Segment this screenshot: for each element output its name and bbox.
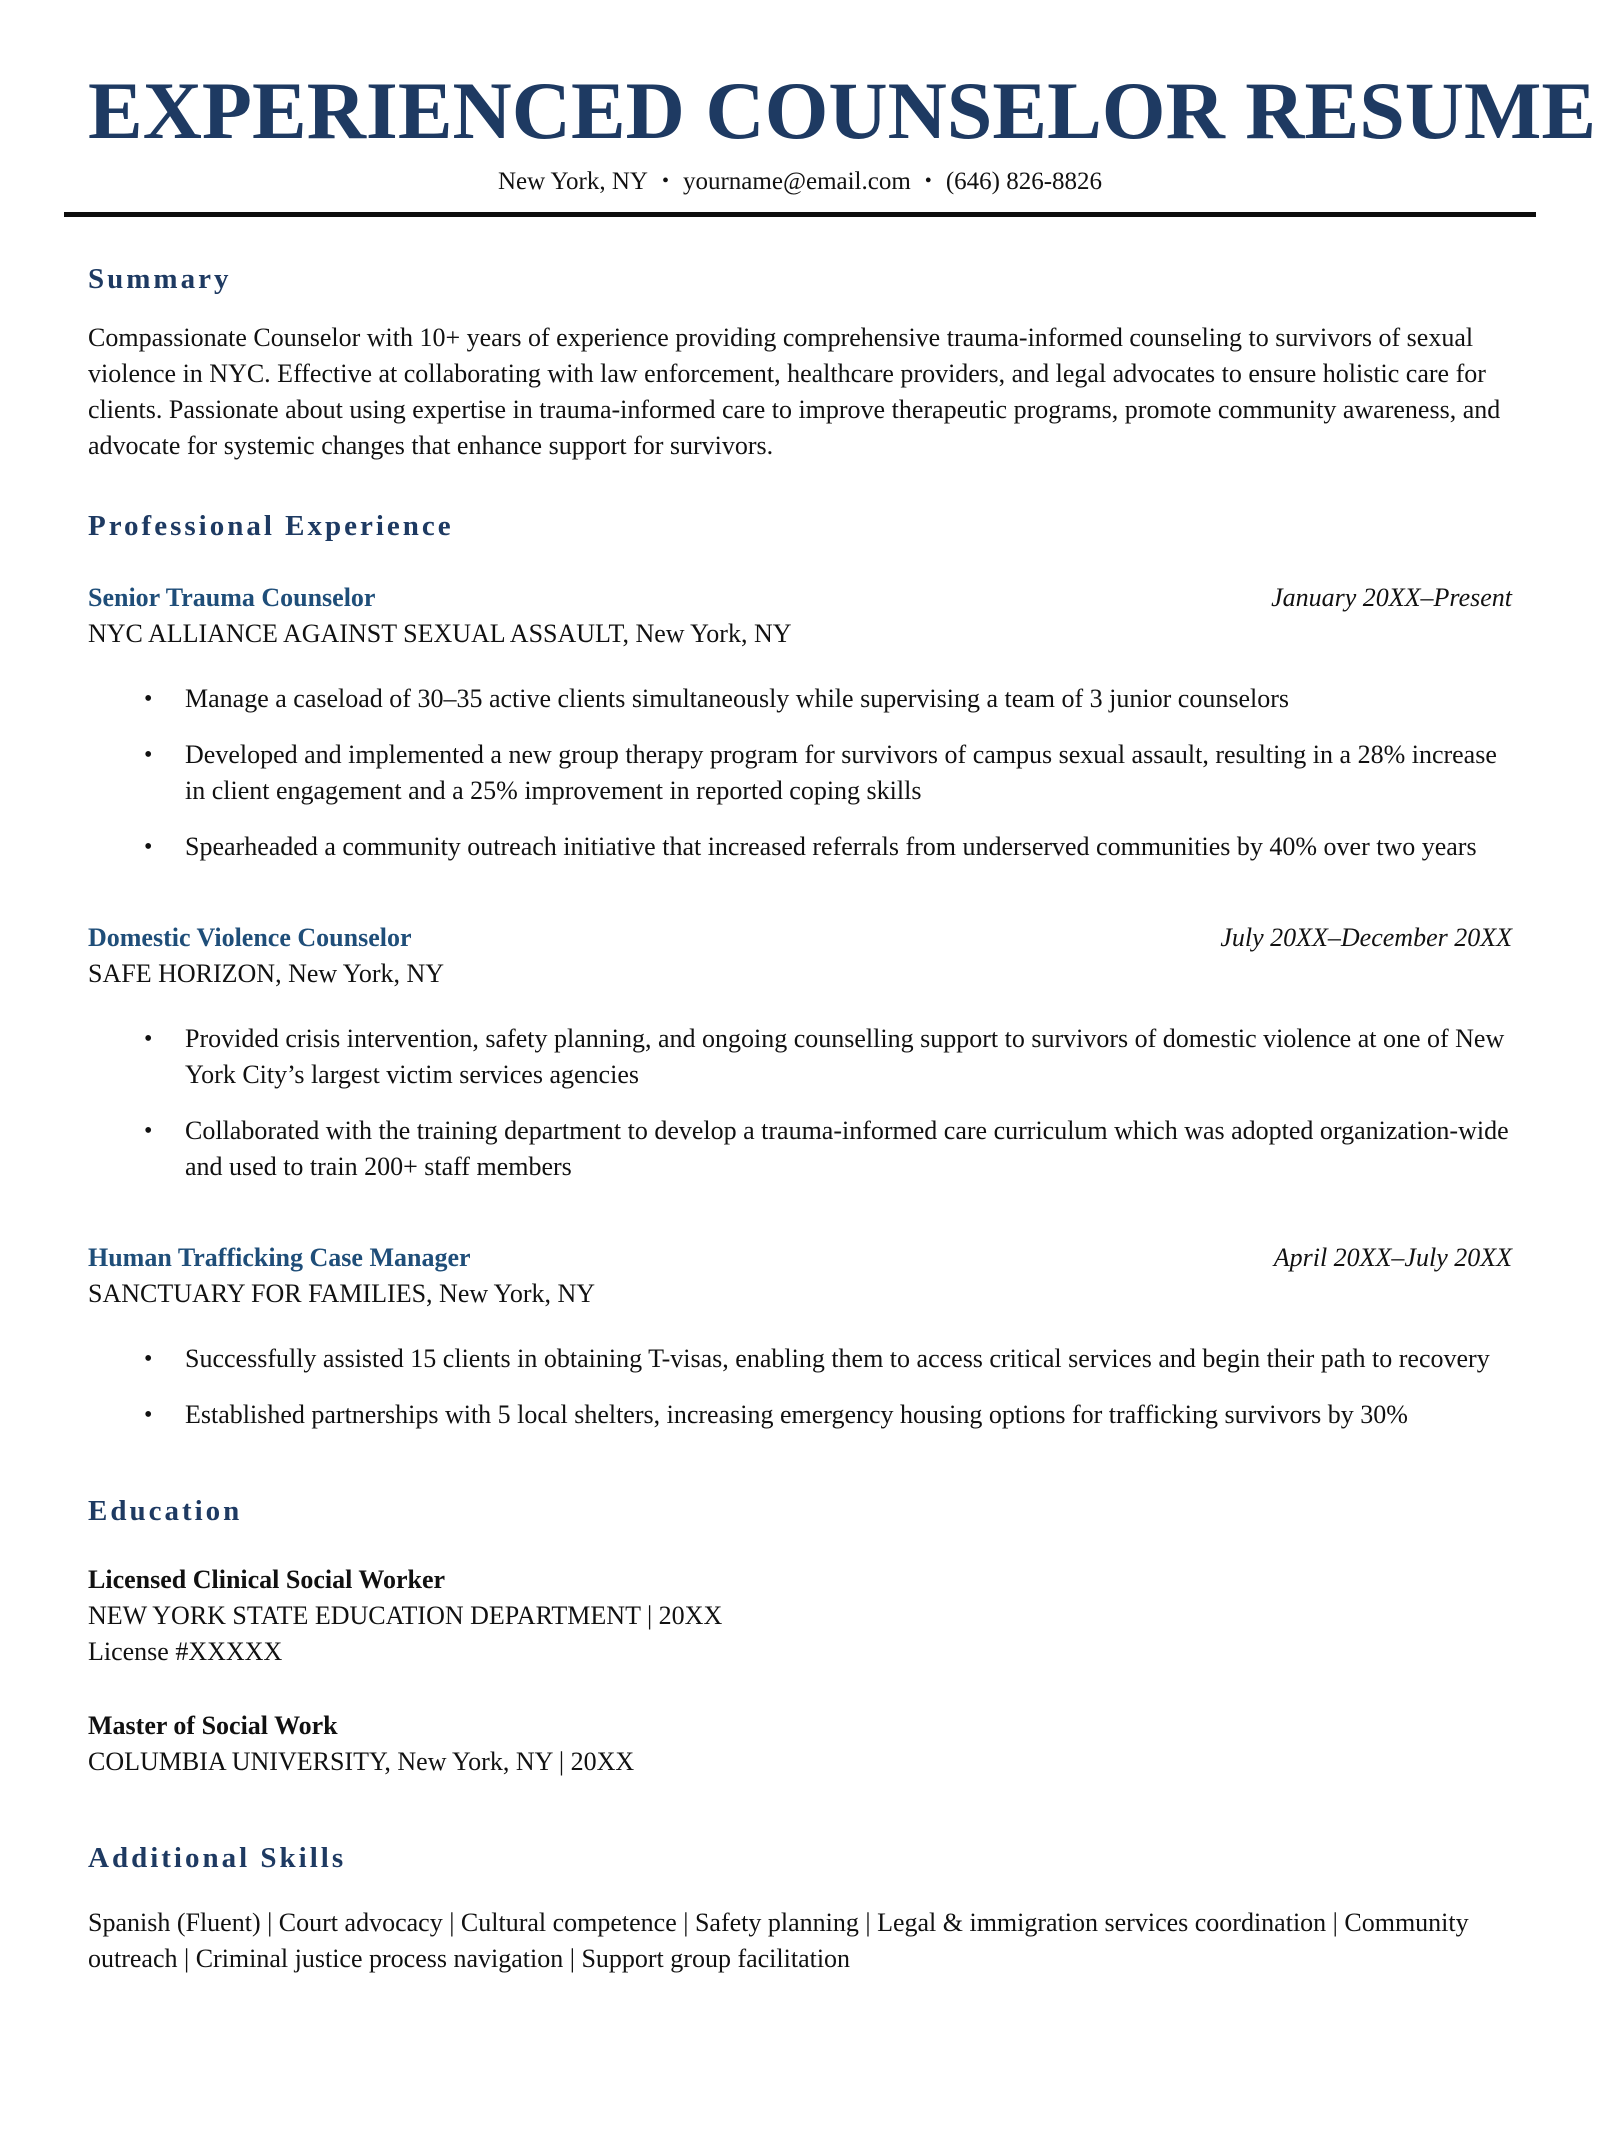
job-dates: April 20XX–July 20XX: [1273, 1243, 1512, 1272]
job-entry: [88, 923, 1512, 1185]
resume-header: [88, 65, 1597, 217]
contact-phone: (646) 826-8826: [945, 168, 1103, 195]
section-skills: [88, 1842, 1512, 1977]
education-heading: Education: [88, 1495, 243, 1527]
job-bullet: • Collaborated with the training department to develop a trauma-informed care curriculum which was adopted organization-wide and used to train 200+ staff members: [185, 1113, 1512, 1185]
job-title: Domestic Violence Counselor: [88, 923, 412, 952]
job-bullet: • Manage a caseload of 30–35 active clients simultaneously while supervising a team of 3 junior counselors: [185, 681, 1512, 717]
job-header: [88, 1243, 1512, 1273]
contact-email: yourname@email.com: [682, 168, 911, 195]
job-entry: [88, 583, 1512, 865]
contact-location: New York, NY: [497, 168, 648, 195]
contact-separator: •: [924, 170, 932, 192]
page-title: EXPERIENCED COUNSELOR RESUME: [88, 65, 1597, 156]
education-institution: NEW YORK STATE EDUCATION DEPARTMENT | 20XX: [88, 1601, 723, 1630]
job-dates: January 20XX–Present: [1271, 583, 1512, 612]
job-bullet-list: [88, 681, 1512, 865]
job-title: Senior Trauma Counselor: [88, 583, 376, 612]
education-degree: Master of Social Work: [88, 1711, 338, 1740]
job-bullet: • Provided crisis intervention, safety planning, and ongoing counselling support to survivors of domestic violence at one of New York City’s largest victim services agencies: [185, 1021, 1512, 1093]
job-company: SANCTUARY FOR FAMILIES, New York, NY: [88, 1279, 596, 1308]
job-header: [88, 923, 1512, 953]
section-education: [88, 1495, 1512, 1780]
resume-page: [0, 65, 1600, 2140]
job-company: SAFE HORIZON, New York, NY: [88, 959, 445, 988]
job-header: [88, 583, 1512, 613]
job-bullet: • Spearheaded a community outreach initiative that increased referrals from underserved communities by 40% over two years: [185, 829, 1512, 865]
section-summary: [88, 263, 1512, 464]
job-bullet-list: [88, 1341, 1512, 1433]
job-bullet: • Successfully assisted 15 clients in obtaining T-visas, enabling them to access critical services and begin their path to recovery: [185, 1341, 1512, 1377]
job-title: Human Trafficking Case Manager: [88, 1243, 471, 1272]
education-entry: [88, 1562, 1512, 1670]
header-divider: [64, 212, 1536, 217]
summary-text: Compassionate Counselor with 10+ years of experience providing comprehensive trauma-informed counseling to survivors of sexual violence in NYC. Effective at collaborating with law enforcement, healthcare providers, and legal advocates to ensure holistic care for clients. Passionate about using expertise in trauma-informed care to improve therapeutic programs, promote community awareness, and advocate for systemic changes that enhance support for survivors.: [88, 323, 1501, 460]
job-bullet: • Established partnerships with 5 local shelters, increasing emergency housing options for trafficking survivors by 30%: [185, 1397, 1512, 1433]
education-degree: Licensed Clinical Social Worker: [88, 1565, 446, 1594]
job-company: NYC ALLIANCE AGAINST SEXUAL ASSAULT, New York, NY: [88, 619, 792, 648]
experience-heading: Professional Experience: [88, 510, 454, 542]
contact-separator: •: [661, 170, 669, 192]
education-license: License #XXXXX: [88, 1637, 283, 1666]
contact-line: [88, 168, 1512, 196]
job-dates: July 20XX–December 20XX: [1220, 923, 1512, 952]
summary-heading: Summary: [88, 263, 232, 295]
job-bullet-list: [88, 1021, 1512, 1185]
section-experience: [88, 510, 1512, 1433]
skills-heading: Additional Skills: [88, 1842, 347, 1874]
education-entry: [88, 1708, 1512, 1780]
job-entry: [88, 1243, 1512, 1433]
education-institution: COLUMBIA UNIVERSITY, New York, NY | 20XX: [88, 1747, 635, 1776]
skills-text: Spanish (Fluent) | Court advocacy | Cultural competence | Safety planning | Legal & immigration services coordination | Community outreach | Criminal justice process navigation | Support group facilitation: [88, 1908, 1469, 1973]
job-bullet: • Developed and implemented a new group therapy program for survivors of campus sexual assault, resulting in a 28% increase in client engagement and a 25% improvement in reported coping skills: [185, 737, 1512, 809]
